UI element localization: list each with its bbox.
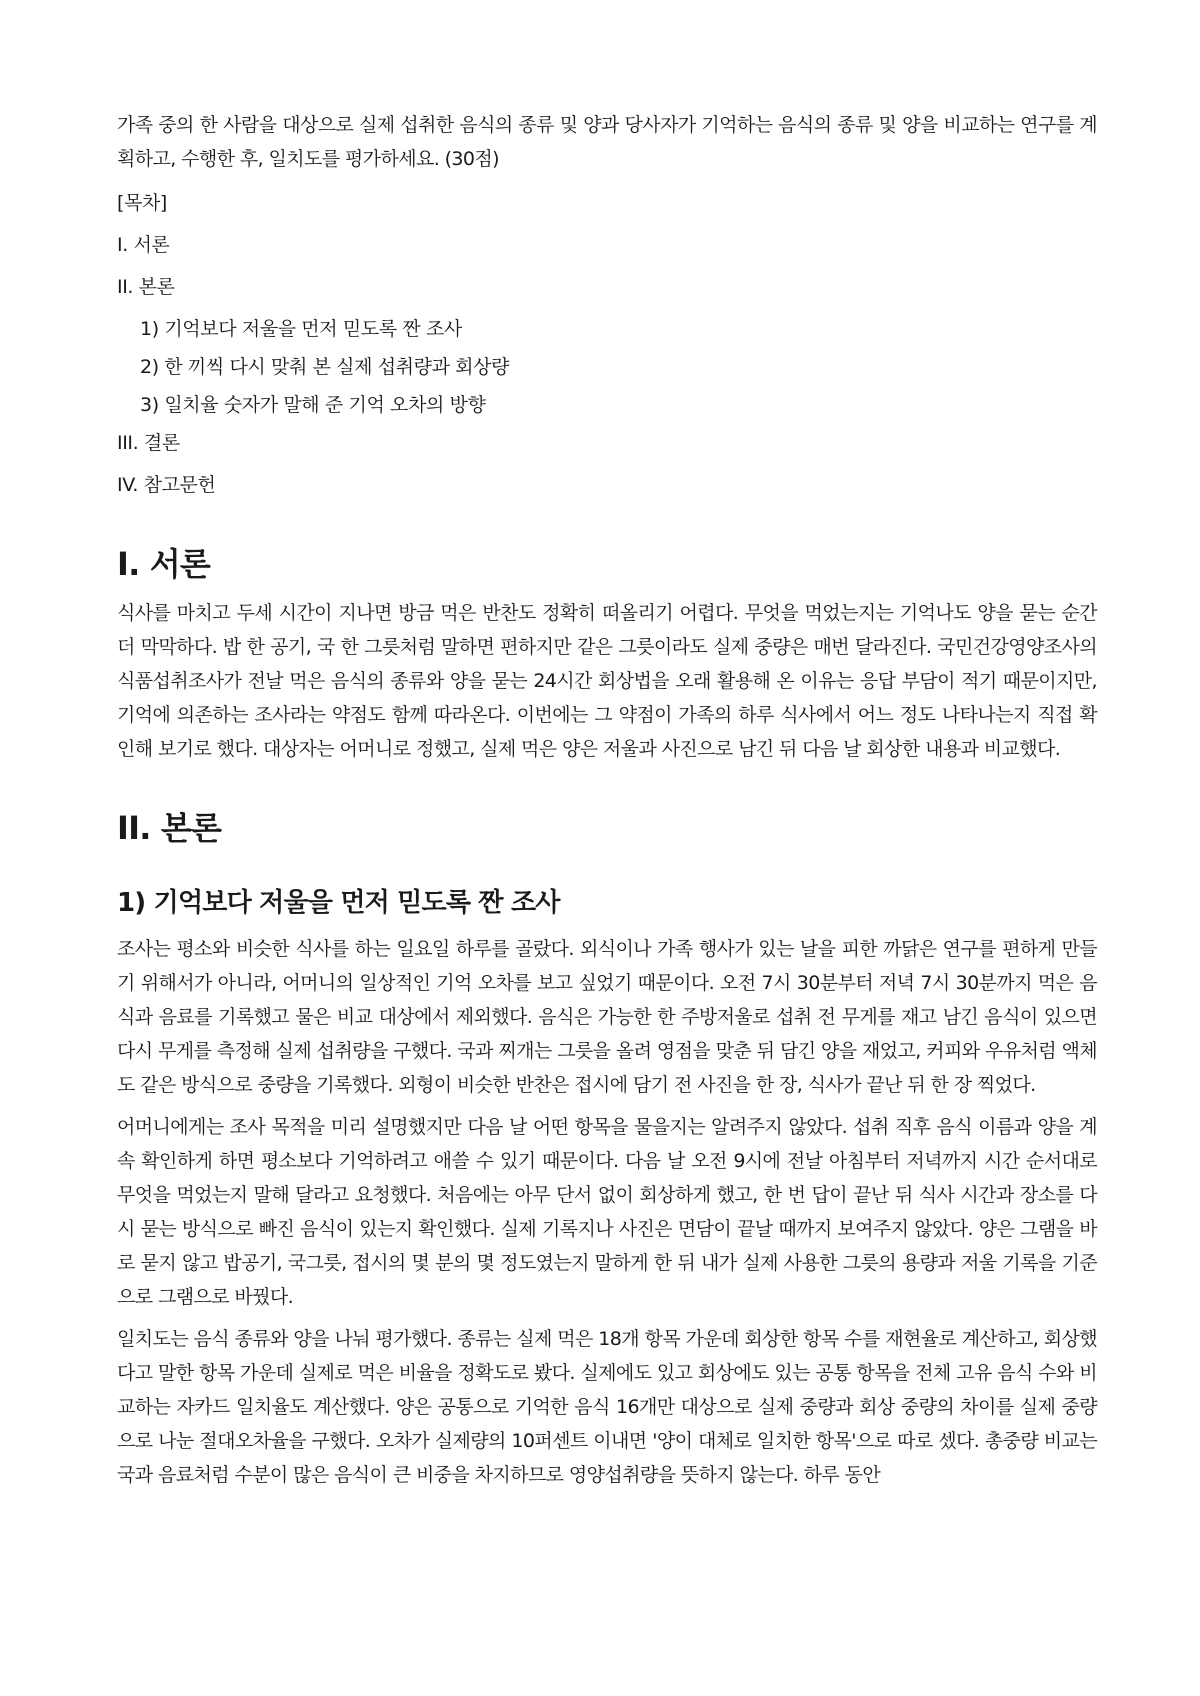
toc-subitem: 1) 기억보다 저울을 먼저 믿도록 짠 조사 [140, 318, 462, 340]
section-heading-introduction: I. 서론 [117, 545, 211, 583]
toc-subitem: 3) 일치율 숫자가 말해 준 기억 오차의 방향 [140, 394, 486, 416]
question-text: 가족 중의 한 사람을 대상으로 실제 섭취한 음식의 종류 및 양과 당사자가 기억하는 음식의 종류 및 양을 비교하는 연구를 계획하고, 수행한 후, 일치도를 평가하세요. (30점) [117, 114, 1097, 170]
introduction-paragraph: 식사를 마치고 두세 시간이 지나면 방금 먹은 반찬도 정확히 떠올리기 어렵다. 무엇을 먹었는지는 기억나도 양을 묻는 순간 더 막막하다. 밥 한 공기, 국 한 그릇처럼 말하면 편하지만 같은 그릇이라도 실제 중량은 매번 달라진다. 국민건강영양조사의 식품섭취조사가 전날 먹은 음식의 종류와 양을 묻는 24시간 회상법을 오래 활용해 온 이유는 응답 부담이 적기 때문이지만, 기억에 의존하는 조사라는 약점도 함께 따라온다. 이번에는 그 약점이 가족의 하루 식사에서 어느 정도 나타나는지 직접 확인해 보기로 했다. 대상자는 어머니로 정했고, 실제 먹은 양은 저울과 사진으로 남긴 뒤 다음 날 회상한 내용과 비교했다. [117, 602, 1097, 760]
body-paragraph: 어머니에게는 조사 목적을 미리 설명했지만 다음 날 어떤 항목을 물을지는 알려주지 않았다. 섭취 직후 음식 이름과 양을 계속 확인하게 하면 평소보다 기억하려고 애쓸 수 있기 때문이다. 다음 날 오전 9시에 전날 아침부터 저녁까지 시간 순서대로 무엇을 먹었는지 말해 달라고 요청했다. 처음에는 아무 단서 없이 회상하게 했고, 한 번 답이 끝난 뒤 식사 시간과 장소를 다시 묻는 방식으로 빠진 음식이 있는지 확인했다. 실제 기록지나 사진은 면담이 끝날 때까지 보여주지 않았다. 양은 그램을 바로 묻지 않고 밥공기, 국그릇, 접시의 몇 분의 몇 정도였는지 말하게 한 뒤 내가 실제 사용한 그릇의 용량과 저울 기록을 기준으로 그램으로 바꿨다. [117, 1116, 1097, 1308]
body-paragraph: 조사는 평소와 비슷한 식사를 하는 일요일 하루를 골랐다. 외식이나 가족 행사가 있는 날을 피한 까닭은 연구를 편하게 만들기 위해서가 아니라, 어머니의 일상적인 기억 오차를 보고 싶었기 때문이다. 오전 7시 30분부터 저녁 7시 30분까지 먹은 음식과 음료를 기록했고 물은 비교 대상에서 제외했다. 음식은 가능한 한 주방저울로 섭취 전 무게를 재고 남긴 음식이 있으면 다시 무게를 측정해 실제 섭취량을 구했다. 국과 찌개는 그릇을 올려 영점을 맞춘 뒤 담긴 양을 재었고, 커피와 우유처럼 액체도 같은 방식으로 중량을 기록했다. 외형이 비슷한 반찬은 접시에 담기 전 사진을 한 장, 식사가 끝난 뒤 한 장 찍었다. [117, 938, 1097, 1096]
toc-subitem: 2) 한 끼씩 다시 맞춰 본 실제 섭취량과 회상량 [140, 356, 510, 378]
toc-item: III. 결론 [117, 432, 180, 454]
toc-item: I. 서론 [117, 234, 170, 256]
subsection-heading: 1) 기억보다 저울을 먼저 믿도록 짠 조사 [117, 888, 560, 918]
toc-item: II. 본론 [117, 276, 175, 298]
section-heading-body: II. 본론 [117, 809, 222, 847]
body-paragraph: 일치도는 음식 종류와 양을 나눠 평가했다. 종류는 실제 먹은 18개 항목 가운데 회상한 항목 수를 재현율로 계산하고, 회상했다고 말한 항목 가운데 실제로 먹은 비율을 정확도로 봤다. 실제에도 있고 회상에도 있는 공통 항목을 전체 고유 음식 수와 비교하는 자카드 일치율도 계산했다. 양은 공통으로 기억한 음식 16개만 대상으로 실제 중량과 회상 중량의 차이를 실제 중량으로 나눈 절대오차율을 구했다. 오차가 실제량의 10퍼센트 이내면 '양이 대체로 일치한 항목'으로 따로 셌다. 총중량 비교는 국과 음료처럼 수분이 많은 음식이 큰 비중을 차지하므로 영양섭취량을 뜻하지 않는다. 하루 동안 [117, 1328, 1097, 1486]
toc-heading: [목차] [117, 192, 167, 214]
toc-item: IV. 참고문헌 [117, 474, 216, 496]
document-page [117, 108, 1097, 1500]
table-of-contents [117, 186, 1097, 502]
